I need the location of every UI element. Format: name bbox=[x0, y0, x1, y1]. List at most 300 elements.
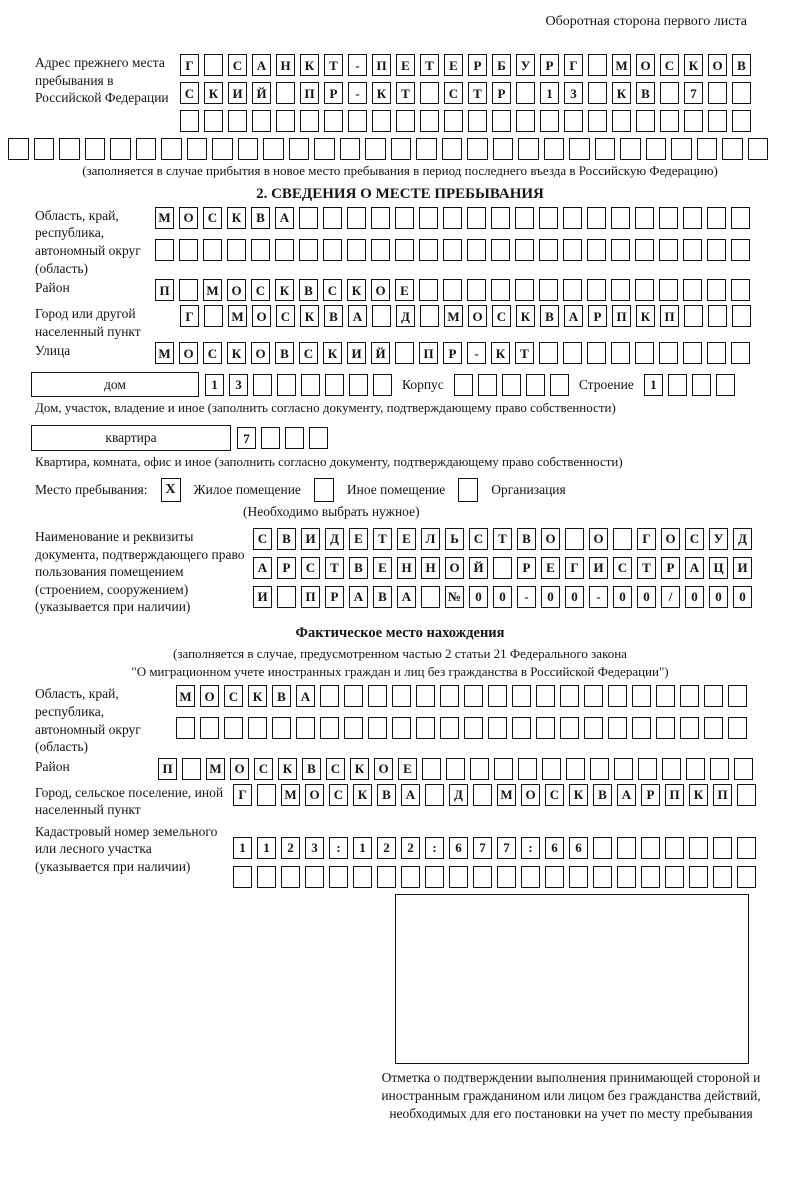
char-box bbox=[227, 239, 246, 261]
char-box bbox=[420, 82, 439, 104]
char-box: 0 bbox=[613, 586, 632, 608]
prev-address-boxes-row3 bbox=[180, 110, 751, 132]
char-box: 6 bbox=[569, 837, 588, 859]
char-box: - bbox=[467, 342, 486, 364]
char-box bbox=[161, 138, 182, 160]
prev-address-boxes-row1 bbox=[180, 54, 751, 76]
char-box: О bbox=[251, 342, 270, 364]
char-box bbox=[491, 239, 510, 261]
char-box: К bbox=[300, 54, 319, 76]
char-box bbox=[617, 866, 636, 888]
char-box: П bbox=[155, 279, 174, 301]
char-box bbox=[371, 207, 390, 229]
char-box bbox=[348, 110, 367, 132]
char-box bbox=[515, 207, 534, 229]
char-box bbox=[85, 138, 106, 160]
char-box: А bbox=[253, 557, 272, 579]
char-box bbox=[632, 717, 651, 739]
char-box: В bbox=[272, 685, 291, 707]
char-box: К bbox=[227, 342, 246, 364]
char-box: В bbox=[373, 586, 392, 608]
char-box: 1 bbox=[257, 837, 276, 859]
char-box bbox=[635, 342, 654, 364]
char-box bbox=[608, 717, 627, 739]
char-box: Р bbox=[661, 557, 680, 579]
char-box bbox=[641, 866, 660, 888]
char-box: : bbox=[329, 837, 348, 859]
char-box: Й bbox=[469, 557, 488, 579]
char-box bbox=[545, 866, 564, 888]
stamp-caption: Отметка о подтверждении выполнения принимающей стороной и иностранным гражданином или лицом без гражданства действий, необходимых для его постановки на учет по месту пребывания bbox=[381, 1069, 761, 1121]
char-box bbox=[563, 239, 582, 261]
char-box: К bbox=[278, 758, 297, 780]
char-box: 6 bbox=[545, 837, 564, 859]
char-box bbox=[587, 207, 606, 229]
fact-oblast-grids bbox=[176, 685, 747, 739]
char-box bbox=[179, 279, 198, 301]
kadastr-label: Кадастровый номер земельного или лесного участка (указывается при наличии) bbox=[35, 823, 218, 874]
char-box: Р bbox=[324, 82, 343, 104]
char-box bbox=[689, 866, 708, 888]
char-box: Й bbox=[371, 342, 390, 364]
char-box: - bbox=[348, 54, 367, 76]
char-box: А bbox=[296, 685, 315, 707]
char-box: О bbox=[445, 557, 464, 579]
char-box bbox=[180, 110, 199, 132]
char-box bbox=[731, 207, 750, 229]
char-box bbox=[488, 685, 507, 707]
char-box: С bbox=[224, 685, 243, 707]
char-box: 0 bbox=[493, 586, 512, 608]
char-box bbox=[614, 758, 633, 780]
char-box bbox=[646, 138, 667, 160]
mesto-prebyvaniya-row bbox=[35, 478, 765, 502]
char-box bbox=[320, 685, 339, 707]
char-box bbox=[516, 110, 535, 132]
char-box: Н bbox=[397, 557, 416, 579]
char-box bbox=[276, 110, 295, 132]
char-box bbox=[492, 110, 511, 132]
char-box bbox=[587, 342, 606, 364]
char-box bbox=[257, 866, 276, 888]
char-box: К bbox=[516, 305, 535, 327]
char-box bbox=[665, 866, 684, 888]
char-box bbox=[329, 866, 348, 888]
char-box: Д bbox=[325, 528, 344, 550]
char-box: И bbox=[589, 557, 608, 579]
char-box bbox=[565, 528, 584, 550]
char-box bbox=[518, 138, 539, 160]
fact-title: Фактическое место нахождения bbox=[295, 624, 505, 641]
char-box bbox=[692, 374, 711, 396]
char-box: К bbox=[300, 305, 319, 327]
char-box bbox=[563, 207, 582, 229]
gorod-label: Город или другой населенный пункт bbox=[35, 306, 141, 339]
char-box: В bbox=[275, 342, 294, 364]
kadastr-grids bbox=[233, 837, 756, 888]
char-box bbox=[641, 837, 660, 859]
char-box bbox=[299, 239, 318, 261]
char-box bbox=[179, 239, 198, 261]
char-box bbox=[449, 866, 468, 888]
char-box: В bbox=[517, 528, 536, 550]
char-box bbox=[467, 239, 486, 261]
char-box: Р bbox=[443, 342, 462, 364]
char-box: О bbox=[252, 305, 271, 327]
char-box: Р bbox=[540, 54, 559, 76]
char-box bbox=[419, 279, 438, 301]
char-box bbox=[314, 138, 335, 160]
char-box bbox=[464, 685, 483, 707]
char-box bbox=[611, 207, 630, 229]
char-box: С bbox=[253, 528, 272, 550]
char-box: Т bbox=[396, 82, 415, 104]
char-box bbox=[659, 207, 678, 229]
char-box: К bbox=[227, 207, 246, 229]
char-box: С bbox=[326, 758, 345, 780]
char-box: И bbox=[253, 586, 272, 608]
char-box bbox=[272, 717, 291, 739]
char-box: 7 bbox=[497, 837, 516, 859]
char-box: О bbox=[541, 528, 560, 550]
char-box: 3 bbox=[305, 837, 324, 859]
option-label-organizatsiya: Организация bbox=[491, 481, 566, 497]
char-box bbox=[536, 685, 555, 707]
char-box bbox=[263, 138, 284, 160]
dom-label-box: дом bbox=[31, 372, 199, 397]
oblast-grids bbox=[155, 207, 750, 261]
char-box: 7 bbox=[684, 82, 703, 104]
char-box bbox=[734, 758, 753, 780]
char-box bbox=[707, 342, 726, 364]
char-box: Д bbox=[396, 305, 415, 327]
char-box: В bbox=[593, 784, 612, 806]
char-box bbox=[512, 717, 531, 739]
char-box bbox=[425, 784, 444, 806]
char-box bbox=[372, 110, 391, 132]
char-box: Д bbox=[733, 528, 752, 550]
char-box bbox=[347, 207, 366, 229]
char-box bbox=[493, 138, 514, 160]
char-box bbox=[584, 717, 603, 739]
char-box bbox=[395, 342, 414, 364]
char-box bbox=[512, 685, 531, 707]
char-box bbox=[309, 427, 328, 449]
page-side-note: Оборотная сторона первого листа bbox=[545, 14, 747, 29]
char-box bbox=[560, 717, 579, 739]
char-box: И bbox=[347, 342, 366, 364]
char-box bbox=[539, 207, 558, 229]
char-box: С bbox=[545, 784, 564, 806]
char-box: Ц bbox=[709, 557, 728, 579]
char-box: С bbox=[228, 54, 247, 76]
char-box bbox=[713, 837, 732, 859]
char-box bbox=[401, 866, 420, 888]
char-box bbox=[204, 54, 223, 76]
char-box bbox=[204, 305, 223, 327]
char-box: Е bbox=[373, 557, 392, 579]
prev-address-boxes-row4 bbox=[8, 138, 765, 160]
char-box: / bbox=[661, 586, 680, 608]
char-box bbox=[587, 239, 606, 261]
char-box bbox=[668, 374, 687, 396]
char-box: В bbox=[299, 279, 318, 301]
char-box: В bbox=[377, 784, 396, 806]
char-box bbox=[563, 279, 582, 301]
char-box bbox=[731, 342, 750, 364]
char-box bbox=[349, 374, 368, 396]
char-box bbox=[340, 138, 361, 160]
char-box: В bbox=[732, 54, 751, 76]
document-grids bbox=[253, 528, 752, 608]
char-box: О bbox=[227, 279, 246, 301]
ulitsa-row bbox=[35, 342, 765, 364]
char-box: К bbox=[569, 784, 588, 806]
char-box bbox=[683, 239, 702, 261]
char-box: А bbox=[348, 305, 367, 327]
char-box: Е bbox=[541, 557, 560, 579]
char-box: О bbox=[371, 279, 390, 301]
char-box bbox=[34, 138, 55, 160]
char-box: Р bbox=[517, 557, 536, 579]
char-box bbox=[737, 784, 756, 806]
char-box: Т bbox=[637, 557, 656, 579]
char-box bbox=[588, 110, 607, 132]
char-box bbox=[155, 239, 174, 261]
char-box: Р bbox=[641, 784, 660, 806]
char-box bbox=[707, 279, 726, 301]
char-box: С bbox=[251, 279, 270, 301]
char-box bbox=[392, 717, 411, 739]
char-box bbox=[560, 685, 579, 707]
dom-caption: Дом, участок, владение и иное (заполнить согласно документу, подтверждающему право собственности) bbox=[35, 400, 616, 416]
char-box: П bbox=[713, 784, 732, 806]
char-box bbox=[446, 758, 465, 780]
prev-address-caption: (заполняется в случае прибытия в новое место пребывания в период последнего въезда в Российскую Федерацию) bbox=[82, 163, 718, 178]
char-box bbox=[323, 207, 342, 229]
char-box bbox=[473, 866, 492, 888]
document-boxes-row1 bbox=[253, 528, 752, 550]
char-box: Н bbox=[276, 54, 295, 76]
char-box: Р bbox=[588, 305, 607, 327]
char-box bbox=[396, 110, 415, 132]
kvartira-caption: Квартира, комната, офис и иное (заполнить согласно документу, подтверждающему право собственности) bbox=[35, 454, 623, 470]
char-box bbox=[617, 837, 636, 859]
char-box bbox=[276, 82, 295, 104]
char-box bbox=[261, 427, 280, 449]
char-box bbox=[542, 758, 561, 780]
char-box bbox=[544, 138, 565, 160]
char-box bbox=[611, 342, 630, 364]
char-box bbox=[732, 110, 751, 132]
char-box: Д bbox=[449, 784, 468, 806]
char-box bbox=[467, 279, 486, 301]
char-box bbox=[737, 837, 756, 859]
char-box bbox=[395, 239, 414, 261]
char-box bbox=[716, 374, 735, 396]
char-box bbox=[660, 82, 679, 104]
gorod-boxes bbox=[180, 305, 751, 327]
char-box bbox=[684, 110, 703, 132]
char-box bbox=[613, 528, 632, 550]
char-box bbox=[704, 685, 723, 707]
char-box bbox=[251, 239, 270, 261]
char-box bbox=[228, 110, 247, 132]
char-box: Е bbox=[395, 279, 414, 301]
char-box: О bbox=[636, 54, 655, 76]
char-box bbox=[422, 758, 441, 780]
fact-raion-boxes bbox=[158, 758, 753, 780]
char-box bbox=[440, 717, 459, 739]
char-box: С bbox=[180, 82, 199, 104]
char-box: С bbox=[254, 758, 273, 780]
char-box: Т bbox=[493, 528, 512, 550]
char-box: 0 bbox=[565, 586, 584, 608]
char-box bbox=[467, 138, 488, 160]
char-box bbox=[588, 54, 607, 76]
char-box: О bbox=[521, 784, 540, 806]
char-box: 0 bbox=[637, 586, 656, 608]
char-box bbox=[473, 784, 492, 806]
char-box: О bbox=[661, 528, 680, 550]
char-box bbox=[683, 279, 702, 301]
char-box bbox=[252, 110, 271, 132]
char-box bbox=[593, 866, 612, 888]
fact-oblast-row bbox=[35, 685, 765, 755]
char-box: С bbox=[660, 54, 679, 76]
char-box bbox=[584, 685, 603, 707]
char-box: 6 bbox=[449, 837, 468, 859]
char-box: Т bbox=[373, 528, 392, 550]
option-label-inoe-pomeshchenie: Иное помещение bbox=[346, 481, 446, 497]
char-box: М bbox=[497, 784, 516, 806]
char-box bbox=[368, 717, 387, 739]
char-box bbox=[566, 758, 585, 780]
char-box bbox=[468, 110, 487, 132]
char-box bbox=[659, 239, 678, 261]
char-box bbox=[203, 239, 222, 261]
char-box: А bbox=[617, 784, 636, 806]
char-box: П bbox=[612, 305, 631, 327]
char-box bbox=[467, 207, 486, 229]
option-label-zhiloe-pomeshchenie: Жилое помещение bbox=[193, 481, 301, 497]
char-box bbox=[635, 239, 654, 261]
char-box bbox=[612, 110, 631, 132]
char-box: С bbox=[203, 342, 222, 364]
char-box bbox=[392, 685, 411, 707]
fact-gorod-label: Город, сельское поселение, иной населенный пункт bbox=[35, 784, 224, 818]
fact-oblast-label: Область, край, республика, автономный округ (область) bbox=[35, 686, 141, 755]
char-box bbox=[233, 866, 252, 888]
char-box: 2 bbox=[281, 837, 300, 859]
char-box bbox=[704, 717, 723, 739]
char-box: С bbox=[299, 342, 318, 364]
char-box bbox=[732, 82, 751, 104]
char-box: В bbox=[277, 528, 296, 550]
oblast-row bbox=[35, 207, 765, 277]
char-box bbox=[708, 82, 727, 104]
char-box bbox=[371, 239, 390, 261]
char-box: Г bbox=[564, 54, 583, 76]
oblast-boxes-row2 bbox=[155, 239, 750, 261]
char-box: Б bbox=[492, 54, 511, 76]
char-box bbox=[708, 110, 727, 132]
char-box: Р bbox=[277, 557, 296, 579]
fact-oblast-boxes-row1 bbox=[176, 685, 747, 707]
char-box: О bbox=[589, 528, 608, 550]
char-box bbox=[182, 758, 201, 780]
char-box bbox=[323, 239, 342, 261]
char-box: 0 bbox=[469, 586, 488, 608]
raion-row bbox=[35, 279, 765, 301]
char-box bbox=[444, 110, 463, 132]
char-box: А bbox=[397, 586, 416, 608]
char-box bbox=[372, 305, 391, 327]
char-box: С bbox=[469, 528, 488, 550]
prev-address-section bbox=[35, 54, 765, 132]
char-box: С bbox=[685, 528, 704, 550]
char-box: Г bbox=[180, 54, 199, 76]
char-box bbox=[8, 138, 29, 160]
char-box bbox=[635, 207, 654, 229]
char-box bbox=[737, 866, 756, 888]
char-box: 2 bbox=[377, 837, 396, 859]
document-label: Наименование и реквизиты документа, подтверждающего право пользования помещением (строением, сооружением) (указывается при наличии) bbox=[35, 528, 245, 615]
char-box: Т bbox=[515, 342, 534, 364]
char-box bbox=[344, 685, 363, 707]
char-box bbox=[620, 138, 641, 160]
char-box: 7 bbox=[237, 427, 256, 449]
char-box: 1 bbox=[205, 374, 224, 396]
char-box: О bbox=[305, 784, 324, 806]
char-box: С bbox=[301, 557, 320, 579]
char-box: К bbox=[372, 82, 391, 104]
stamp-section bbox=[375, 894, 767, 1123]
char-box bbox=[443, 279, 462, 301]
char-box: 1 bbox=[644, 374, 663, 396]
dom-row bbox=[31, 372, 765, 397]
char-box bbox=[713, 866, 732, 888]
kadastr-boxes-row2 bbox=[233, 866, 756, 888]
char-box bbox=[440, 685, 459, 707]
checkbox-organizatsiya bbox=[458, 478, 478, 502]
prev-address-boxes-row2 bbox=[180, 82, 751, 104]
document-boxes-row3 bbox=[253, 586, 752, 608]
char-box: С bbox=[444, 82, 463, 104]
char-box: К bbox=[684, 54, 703, 76]
raion-boxes bbox=[155, 279, 750, 301]
char-box: С bbox=[613, 557, 632, 579]
checkbox-zhiloe-pomeshchenie: X bbox=[161, 478, 181, 502]
char-box: И bbox=[733, 557, 752, 579]
char-box: Н bbox=[421, 557, 440, 579]
char-box bbox=[611, 239, 630, 261]
char-box bbox=[395, 207, 414, 229]
char-box: К bbox=[347, 279, 366, 301]
char-box bbox=[419, 239, 438, 261]
char-box bbox=[443, 207, 462, 229]
char-box: В bbox=[324, 305, 343, 327]
char-box: П bbox=[158, 758, 177, 780]
oblast-boxes-row1 bbox=[155, 207, 750, 229]
char-box: К bbox=[491, 342, 510, 364]
char-box bbox=[707, 207, 726, 229]
char-box: О bbox=[179, 342, 198, 364]
char-box: П bbox=[419, 342, 438, 364]
char-box bbox=[442, 138, 463, 160]
char-box bbox=[608, 685, 627, 707]
char-box bbox=[491, 207, 510, 229]
